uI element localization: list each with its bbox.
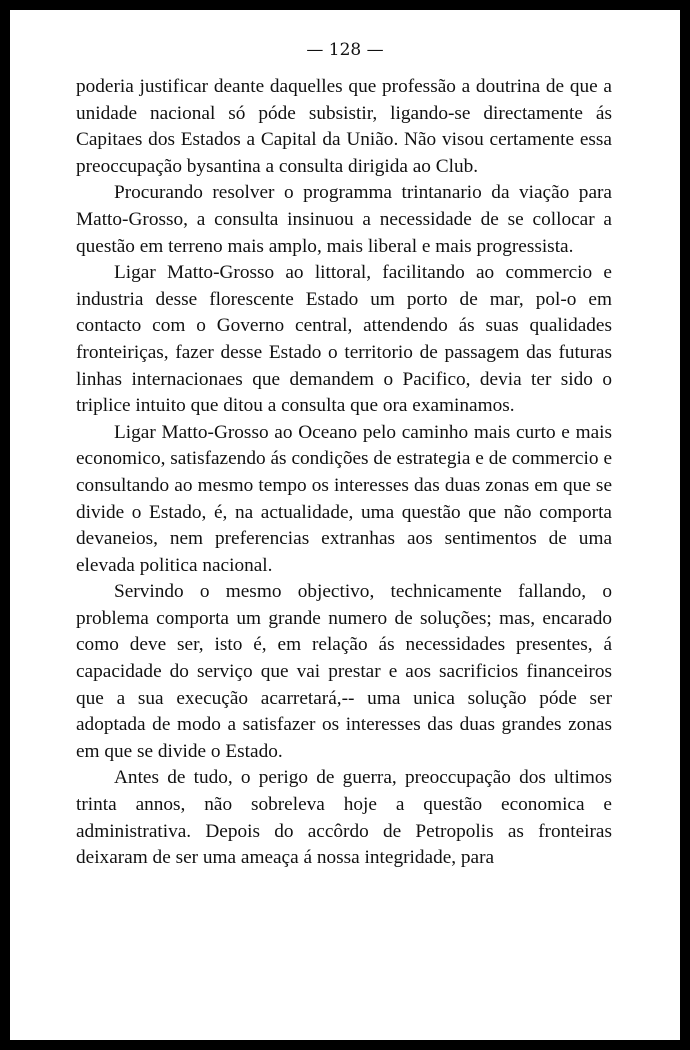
paragraph: Procurando resolver o programma trintanario da viação para Matto-Grosso, a consulta insinuou a necessidade de se collocar a questão em terreno mais amplo, mais liberal e mais progressista. bbox=[76, 182, 612, 257]
page-body bbox=[76, 74, 612, 872]
paragraph: Ligar Matto-Grosso ao littoral, facilitando ao commercio e industria desse florescente Estado um porto de mar, pol-o em contacto com o Governo central, attendendo ás suas qualidades fronteiriças, fazer desse Estado o territorio de passagem das futuras linhas internacionaes que demandem o Pacifico, devia ter sido o triplice intuito que ditou a consulta que ora examinamos. bbox=[76, 262, 612, 417]
paragraph: Ligar Matto-Grosso ao Oceano pelo caminho mais curto e mais economico, satisfazendo ás condições de estrategia e de commercio e consultando ao mesmo tempo os interesses das duas zonas em que se divide o Estado, é, na actualidade, uma questão que não comporta devaneios, nem preferencias extranhas aos sentimentos de uma elevada politica nacional. bbox=[76, 421, 612, 576]
paragraph-continued: poderia justificar deante daquelles que professão a doutrina de que a unidade nacional só póde subsistir, ligando-se directamente ás Capitaes dos Estados a Capital da União. Não visou certamente essa preoccupação bysantina a consulta dirigida ao Club. bbox=[76, 76, 612, 177]
page-number: — 128 — bbox=[306, 40, 384, 60]
paragraph: Servindo o mesmo objectivo, technicamente fallando, o problema comporta um grande numero de soluções; mas, encarado como deve ser, isto é, em relação ás necessidades presentes, á capacidade do serviço que vai prestar e aos sacrificios financeiros que a sua execução acarretará,-- uma unica solução póde ser adoptada de modo a satisfazer os interesses das duas grandes zonas em que se divide o Estado. bbox=[76, 581, 612, 762]
paragraph-last: Antes de tudo, o perigo de guerra, preoccupação dos ultimos trinta annos, não sobreleva hoje a questão economica e administrativa. Depois do accôrdo de Petropolis as fronteiras deixaram de ser uma ameaça á nossa integridade, para bbox=[76, 767, 612, 869]
book-page bbox=[10, 10, 680, 1040]
